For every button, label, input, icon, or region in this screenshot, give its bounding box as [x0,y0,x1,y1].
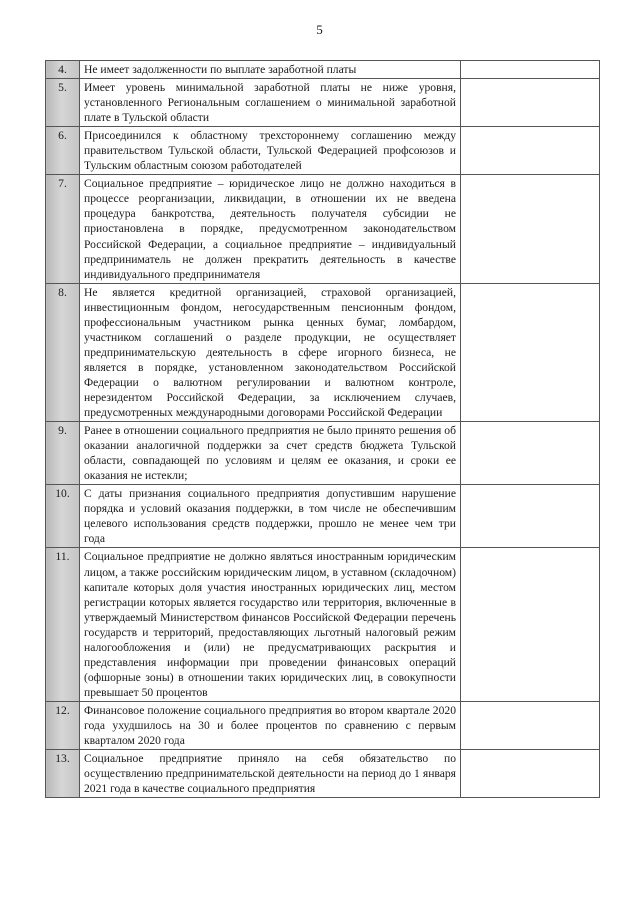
row-text: Не имеет задолженности по выплате заработной платы [80,61,461,79]
row-text: Не является кредитной организацией, страховой организацией, инвестиционным фондом, негосударственным пенсионным фондом, профессиональным участником рынка ценных бумаг, ломбардом, участником соглашений о разделе продукции, не осуществляет предпринимательскую деятельность в сфере игорного бизнеса, не является в порядке, установленном законодательством Российской Федерации о валютном регулировании и валютном контроле, нерезидентом Российской Федерации, за исключением случаев, предусмотренных международными договорами Российской Федерации [80,283,461,421]
table-row [46,485,600,548]
row-text: Социальное предприятие приняло на себя обязательство по осуществлению предпринимательской деятельности на период до 1 января 2021 года в качестве социального предприятия [80,750,461,798]
table-row [46,127,600,175]
criteria-table [45,60,600,798]
row-number: 13. [46,750,80,798]
row-number: 5. [46,79,80,127]
row-number: 7. [46,175,80,283]
row-text: Социальное предприятие не должно являться иностранным юридическим лицом, а также российским юридическим лицом, в уставном (складочном) капитале которых доля участия иностранных юридических лиц, местом регистрации которых является государство или территория, включенные в утверждаемый Министерством финансов Российской Федерации перечень государств и территорий, предоставляющих льготный налоговый режим налогообложения и (или) не предусматривающих раскрытия и представления информации при проведении финансовых операций (офшорные зоны) в отношении таких юридических лиц, в совокупности превышает 50 процентов [80,548,461,701]
table-row [46,61,600,79]
row-text: Социальное предприятие – юридическое лицо не должно находиться в процессе реорганизации, ликвидации, в отношении их не введена процедура банкротства, деятельность получателя субсидии не приостановлена в порядке, предусмотренном законодательством Российской Федерации, а социальное предприятие – индивидуальный предприниматель не должен прекратить деятельность в качестве индивидуального предпринимателя [80,175,461,283]
table-row [46,701,600,749]
row-text: Финансовое положение социального предприятия во втором квартале 2020 года ухудшилось на 30 и более процентов по сравнению с первым кварталом 2020 года [80,701,461,749]
row-mark-cell [461,127,600,175]
table-row [46,548,600,701]
table-row [46,422,600,485]
row-mark-cell [461,701,600,749]
row-mark-cell [461,79,600,127]
row-mark-cell [461,61,600,79]
row-number: 11. [46,548,80,701]
row-mark-cell [461,422,600,485]
row-text: Присоединился к областному трехстороннему соглашению между правительством Тульской области, Тульской Федерацией профсоюзов и Тульским областным союзом работодателей [80,127,461,175]
row-mark-cell [461,485,600,548]
row-number: 10. [46,485,80,548]
row-mark-cell [461,175,600,283]
row-text: С даты признания социального предприятия допустившим нарушение порядка и условий оказания поддержки, в том числе не обеспечившим целевого использования средств поддержки, прошло не менее чем три года [80,485,461,548]
row-number: 4. [46,61,80,79]
row-mark-cell [461,283,600,421]
row-text: Имеет уровень минимальной заработной платы не ниже уровня, установленного Региональным соглашением о минимальной заработной плате в Тульской области [80,79,461,127]
table-row [46,750,600,798]
row-number: 9. [46,422,80,485]
row-text: Ранее в отношении социального предприятия не было принято решения об оказании аналогичной поддержки за счет средств бюджета Тульской области, совпадающей по условиям и целям ее оказания, и сроки ее оказания не истекли; [80,422,461,485]
table-row [46,79,600,127]
table-row [46,175,600,283]
row-mark-cell [461,750,600,798]
row-number: 12. [46,701,80,749]
row-number: 8. [46,283,80,421]
row-mark-cell [461,548,600,701]
table-row [46,283,600,421]
page-number: 5 [316,22,323,37]
row-number: 6. [46,127,80,175]
